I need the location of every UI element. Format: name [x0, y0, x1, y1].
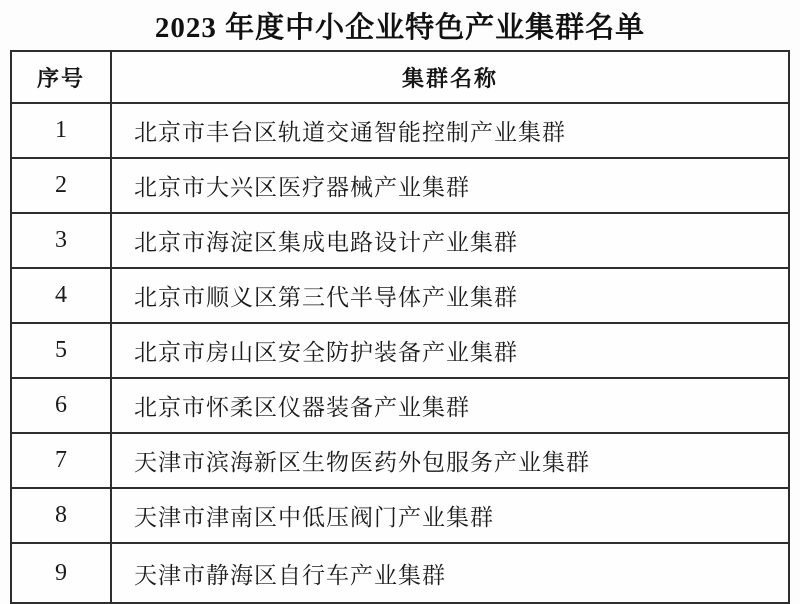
table-row [11, 158, 789, 213]
row-number-cell: 7 [11, 433, 111, 488]
cluster-name-cell: 北京市房山区安全防护装备产业集群 [111, 323, 789, 378]
row-number-cell: 3 [11, 213, 111, 268]
table-row [11, 323, 789, 378]
row-number-cell: 4 [11, 268, 111, 323]
cluster-table [10, 50, 790, 604]
row-number-cell: 8 [11, 488, 111, 543]
cluster-name-cell: 北京市海淀区集成电路设计产业集群 [111, 213, 789, 268]
cluster-name-cell: 北京市怀柔区仪器装备产业集群 [111, 378, 789, 433]
table-row [11, 103, 789, 158]
cluster-name-cell: 天津市津南区中低压阀门产业集群 [111, 488, 789, 543]
row-number-cell: 5 [11, 323, 111, 378]
row-number-cell: 6 [11, 378, 111, 433]
table-row [11, 433, 789, 488]
cluster-name-cell: 北京市大兴区医疗器械产业集群 [111, 158, 789, 213]
page-title: 2023 年度中小企业特色产业集群名单 [154, 12, 646, 44]
row-number-cell: 2 [11, 158, 111, 213]
header-serial-number: 序号 [11, 51, 111, 103]
table-row [11, 378, 789, 433]
table-row [11, 543, 789, 603]
table-row [11, 268, 789, 323]
cluster-name-cell: 天津市滨海新区生物医药外包服务产业集群 [111, 433, 789, 488]
table-row [11, 213, 789, 268]
row-number-cell: 9 [11, 543, 111, 603]
header-cluster-name: 集群名称 [111, 51, 789, 103]
table-row [11, 488, 789, 543]
cluster-name-cell: 北京市丰台区轨道交通智能控制产业集群 [111, 103, 789, 158]
row-number-cell: 1 [11, 103, 111, 158]
cluster-name-cell: 天津市静海区自行车产业集群 [111, 543, 789, 603]
header-row [11, 51, 789, 103]
cluster-name-cell: 北京市顺义区第三代半导体产业集群 [111, 268, 789, 323]
